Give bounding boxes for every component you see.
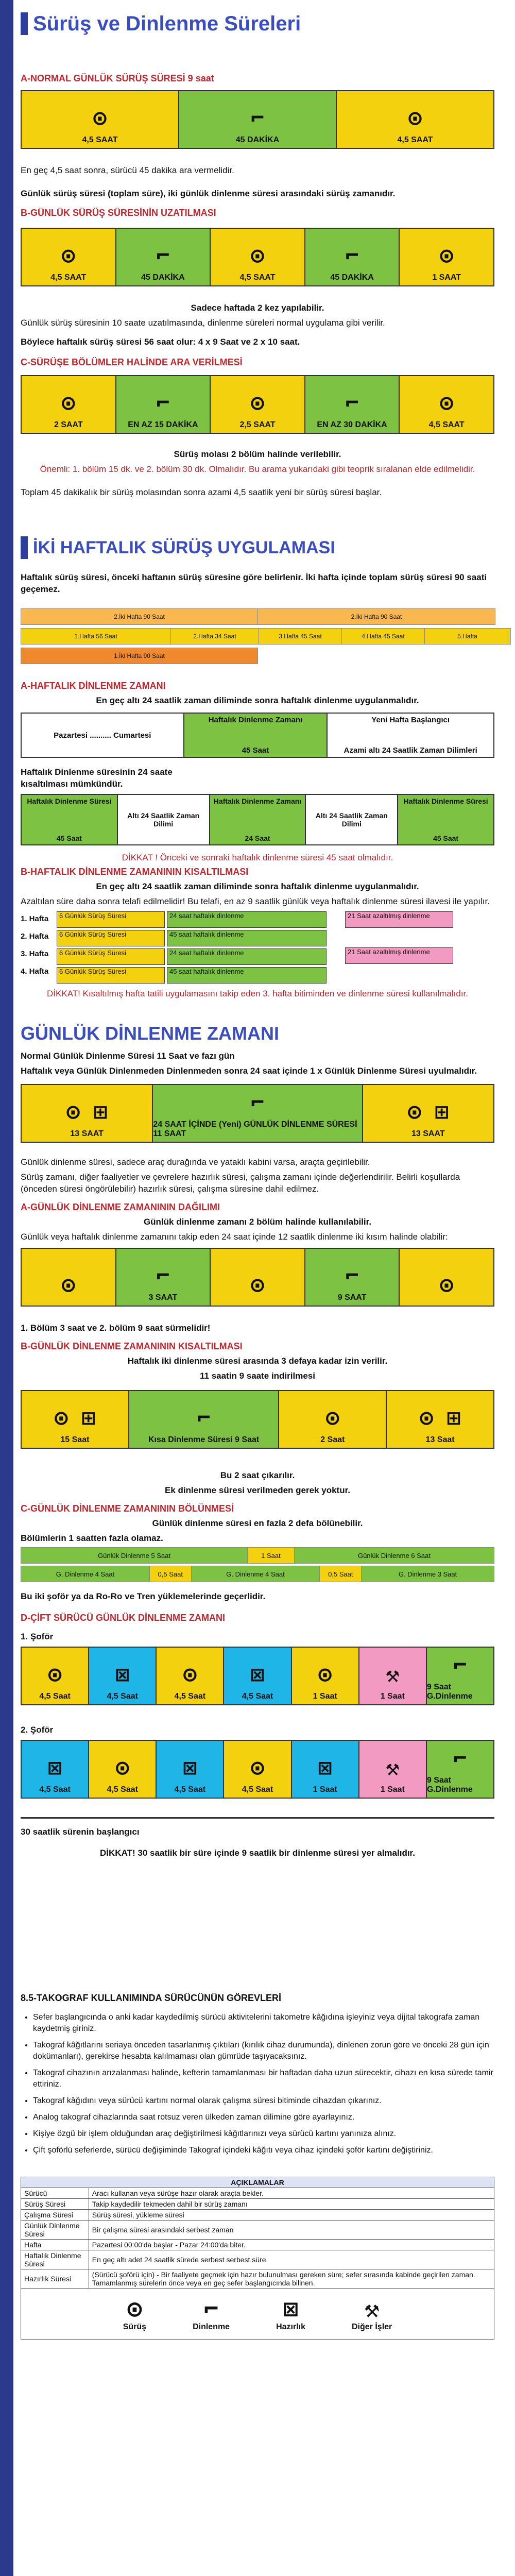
driver-1-cards bbox=[21, 1647, 494, 1705]
section-header-1 bbox=[21, 10, 494, 37]
paragraph: Ek dinlenme süresi verilmeden gerek yoktur. bbox=[165, 1485, 350, 1495]
drive-card: ⊙ 1 SAAT bbox=[400, 229, 493, 285]
paragraph: En geç altı 24 saatlik zaman diliminde sonra haftalık dinlenme uygulanmalıdır. bbox=[96, 882, 419, 891]
subheading-rest-division: C-GÜNLÜK DİNLENME ZAMANININ BÖLÜNMESİ bbox=[21, 1503, 234, 1514]
drive-card: ⊙ 4,5 SAAT bbox=[22, 91, 179, 148]
warning-text: Önemli: 1. bölüm 15 dk. ve 2. bölüm 30 dk. Olmalıdır. Bu arama yukarıdaki gibi teoprik sıralanan elde edilmelidir. bbox=[40, 464, 475, 474]
paragraph: Haftalık veya Günlük Dinlenmeden Dinlenmeden sonra 24 saat içinde 1 x Günlük Dinlenme Süresi uyulmalıdır. bbox=[21, 1066, 477, 1076]
rest-card: ⌐ Kısa Dinlenme Süresi 9 Saat bbox=[129, 1391, 280, 1448]
hammer-icon: ⚒ bbox=[386, 1755, 400, 1781]
paragraph: DİKKAT! 30 saatlik bir süre içinde 9 saatlik bir dinlenme süresi yer almalıdır. bbox=[100, 1848, 415, 1858]
rest-card: ⌐ 9 Saat G.Dinlenme bbox=[427, 1648, 493, 1704]
table-row: Haftalık Dinlenme Süresi En geç altı adet 24 saatlik sürede serbest serbest süre bbox=[21, 2250, 494, 2269]
drive-card: ⊙ ⊞ 13 Saat bbox=[387, 1391, 493, 1448]
hammer-icon: ⚒ bbox=[386, 1662, 400, 1688]
hourglass-icon: ⊠ bbox=[250, 1662, 265, 1688]
drive-card: ⊙ 4,5 SAAT bbox=[337, 91, 493, 148]
break-card: ⌐ 45 DAKİKA bbox=[116, 229, 211, 285]
hourglass-icon: ⊠ bbox=[318, 1755, 332, 1781]
paragraph: Haftalık Dinlenme süresinin 24 saate kısaltılması mümkündür. bbox=[21, 767, 173, 789]
legend-table bbox=[21, 2177, 494, 2289]
steering-wheel-icon: ⊙ bbox=[250, 1272, 265, 1298]
two-week-timeline bbox=[21, 608, 494, 670]
section-header-2 bbox=[21, 534, 494, 561]
table-row: Çalışma Süresi Sürüş süresi, yükleme süresi bbox=[21, 2210, 494, 2221]
legend-other: ⚒ Diğer İşler bbox=[352, 2295, 392, 2331]
subheading-rest-split: A-GÜNLÜK DİNLENME ZAMANININ DAĞILIMI bbox=[21, 1202, 220, 1212]
other-work-card: ⚒ 1 Saat bbox=[359, 1741, 427, 1798]
steering-wheel-icon: ⊙ bbox=[439, 1272, 454, 1298]
list-item: • Sefer başlangıcında o anki kadar kaydedilmiş sürücü aktivitelerini takometre kâğıdına işleyiniz veya dijital takografa zaman kaydetmiş giriniz. bbox=[33, 2012, 494, 2035]
section-title: GÜNLÜK DİNLENME ZAMANI bbox=[21, 1023, 279, 1044]
paragraph: 11 saatin 9 saate indirilmesi bbox=[200, 1371, 315, 1381]
break-card: ⌐ EN AZ 30 DAKİKA bbox=[305, 376, 400, 433]
subheading-rest-reduction: B-GÜNLÜK DİNLENME ZAMANININ KISALTILMASI bbox=[21, 1341, 243, 1351]
weekly-rest-diagram: Pazartesi .......... Cumartesi Haftalık Dinlenme Zamanı 45 Saat Yeni Hafta Başlangıcı Azami altı 24 Saatlik Zaman Dilimleri bbox=[21, 713, 494, 758]
hourglass-icon: ⊠ bbox=[48, 1755, 62, 1781]
paragraph: 30 saatlik sürenin başlangıcı bbox=[21, 1827, 140, 1837]
steering-wheel-icon: ⊙ bbox=[408, 105, 422, 131]
division-row-1: Günlük Dinlenme 5 Saat 1 Saat Günlük Dinlenme 6 Saat bbox=[21, 1547, 494, 1564]
drive-card: ⊙ 4,5 SAAT bbox=[22, 229, 116, 285]
drive-card: ⊙ 4,5 SAAT bbox=[400, 376, 493, 433]
list-item: • Takograf cihazının arızalanması halinde, kefterin tamamlanması bir haftadan daha uzun sürecektir, cihazı en kısa sürede tamir ettiriniz. bbox=[33, 2067, 494, 2090]
normal-drive-cards bbox=[21, 90, 494, 149]
drive-card: ⊙ ⊞ 15 Saat bbox=[22, 1391, 129, 1448]
paragraph: Bu 2 saat çıkarılır. bbox=[220, 1470, 295, 1480]
driver-2-cards bbox=[21, 1740, 494, 1799]
paragraph: Günlük veya haftalık dinlenme zamanını takip eden 24 saat içinde 12 saatlik dinlenme iki kısım halinde olabilir: bbox=[21, 1232, 448, 1242]
table-row: Sürüş Süresi Takip kaydedilir tekmeden dahil bir sürüş zamanı bbox=[21, 2199, 494, 2210]
paragraph: Haftalık sürüş süresi, önceki haftanın sürüş süresine göre belirlenir. İki hafta içinde toplam sürüş süresi 90 saati geçemez. bbox=[21, 572, 487, 594]
drive-card: ⊙ 1 Saat bbox=[292, 1648, 359, 1704]
drive-card: ⊙ 4,5 Saat bbox=[22, 1648, 89, 1704]
break-card: ⌐ 45 DAKİKA bbox=[305, 229, 400, 285]
warning-text: DİKKAT ! Önceki ve sonraki haftalık dinlenme süresi 45 saat olmalıdır. bbox=[122, 853, 393, 862]
table-row: Sürücü Aracı kullanan veya sürüşe hazır olarak araçta bekler. bbox=[21, 2188, 494, 2199]
paragraph: Sadece haftada 2 kez yapılabilir. bbox=[191, 303, 324, 313]
reduced-weekly-rest-diagram: Haftalık Dinlenme Süresi 45 Saat Altı 24 Saatlik Zaman Dilimi Haftalık Dinlenme Zamanı 24 Saat Altı 24 Saatlik Zaman Dilimi Haftalık Dinlenme Süresi 45 Saat bbox=[21, 794, 494, 845]
thirty-hour-arrow bbox=[21, 1817, 494, 1819]
list-item: • Takograf kâğıdını veya sürücü kartını normal olarak çalışma süresi bitiminde cihazdan çıkarınız. bbox=[33, 2095, 494, 2107]
legend-title: AÇIKLAMALAR bbox=[21, 2177, 494, 2188]
steering-wheel-icon: ⊙ bbox=[439, 243, 454, 269]
paragraph: Sürüş molası 2 bölüm halinde verilebilir. bbox=[174, 449, 341, 459]
steering-wheel-icon: ⊙ bbox=[250, 243, 265, 269]
steering-wheel-icon: ⊙ bbox=[127, 2295, 142, 2324]
rest-card: ⌐ 24 SAAT İÇİNDE (Yeni) GÜNLÜK DİNLENME SÜRESİ 11 SAAT bbox=[153, 1085, 363, 1142]
drive-card: ⊙ 4,5 SAAT bbox=[211, 229, 305, 285]
section-title: İKİ HAFTALIK SÜRÜŞ UYGULAMASI bbox=[33, 537, 335, 557]
extended-drive-cards bbox=[21, 228, 494, 286]
steering-wheel-icon: ⊙ bbox=[318, 1662, 332, 1688]
steering-wheel-icon: ⊙ bbox=[250, 1755, 265, 1781]
available-card: ⊠ 4,5 Saat bbox=[22, 1741, 89, 1798]
reduced-rest-cards bbox=[21, 1390, 494, 1449]
subheading-normal: A-NORMAL GÜNLÜK SÜRÜŞ SÜRESİ 9 saat bbox=[21, 73, 214, 83]
table-row: Günlük Dinlenme Süresi Bir çalışma süresi arasındaki serbest zaman bbox=[21, 2221, 494, 2240]
drive-card: ⊙ 4,5 Saat bbox=[157, 1648, 224, 1704]
hourglass-icon: ⊠ bbox=[183, 1755, 197, 1781]
legend-drive: ⊙ Sürüş bbox=[123, 2295, 147, 2331]
subheading-tachograph: 8.5-TAKOGRAF KULLANIMINDA SÜRÜCÜNÜN GÖREVLERİ bbox=[21, 1993, 281, 2003]
drive-card bbox=[211, 1249, 305, 1306]
daily-rest-cards bbox=[21, 1084, 494, 1143]
duties-list bbox=[21, 2012, 494, 2156]
steering-wheel-icon: ⊙ ⊞ bbox=[66, 1099, 108, 1125]
timeline-row-mid: 1.Hafta 56 Saat 2.Hafta 34 Saat 3.Hafta 45 Saat 4.Hafta 45 Saat 5.Hafta bbox=[21, 628, 511, 645]
subheading-weekly-rest: A-HAFTALIK DİNLENME ZAMANI bbox=[21, 681, 166, 691]
list-item: • Kişiye özgü bir işlem olduğundan araç değiştirilmesi kâğıtlarınızı veya sürücü kartını yanınıza alınız. bbox=[33, 2128, 494, 2140]
paragraph: Günlük dinlenme zamanı 2 bölüm halinde kullanılabilir. bbox=[143, 1217, 372, 1227]
section-bar bbox=[21, 12, 28, 35]
available-card: ⊠ 4,5 Saat bbox=[89, 1648, 157, 1704]
steering-wheel-icon: ⊙ ⊞ bbox=[419, 1405, 461, 1431]
paragraph: En geç altı 24 saatlik zaman diliminde sonra haftalık dinlenme uygulanmalıdır. bbox=[96, 696, 419, 705]
steering-wheel-icon: ⊙ bbox=[439, 390, 454, 416]
legend-available: ⊠ Hazırlık bbox=[276, 2295, 305, 2331]
section-bar bbox=[21, 536, 28, 559]
paragraph: Normal Günlük Dinlenme Süresi 11 Saat ve fazı gün bbox=[21, 1051, 235, 1061]
subheading-extension: B-GÜNLÜK SÜRÜŞ SÜRESİNİN UZATILMASI bbox=[21, 208, 216, 218]
paragraph: Azaltılan süre daha sonra telafi edilmelidir! Bu telafi, en az 9 saatlik günlük veya haftalık dinlenme süresi ilavesi ile yapılır. bbox=[21, 896, 490, 906]
available-card: ⊠ 1 Saat bbox=[292, 1741, 359, 1798]
driver-2-label: 2. Şoför bbox=[21, 1725, 54, 1735]
steering-wheel-icon: ⊙ ⊞ bbox=[54, 1405, 96, 1431]
hammer-icon: ⚒ bbox=[364, 2295, 380, 2324]
subheading-split-break: C-SÜRÜŞE BÖLÜMLER HALİNDE ARA VERİLMESİ bbox=[21, 357, 243, 367]
table-row: Hazırlık Süresi (Sürücü şoförü için) - Bir faaliyete geçmek için hazır bulunulması gereken süre; sefer sırasında kabinde geçirilen zaman. Tamamlanmış sürelerin önce veya en geç sefer başlangıcında bilinen. bbox=[21, 2269, 494, 2289]
bed-icon: ⌐ bbox=[250, 105, 265, 131]
paragraph: En geç 4,5 saat sonra, sürücü 45 dakika ara vermelidir. bbox=[21, 165, 234, 175]
bed-icon: ⌐ bbox=[197, 1405, 211, 1431]
drive-card: ⊙ 4,5 Saat bbox=[89, 1741, 157, 1798]
division-row-2: G. Dinlenme 4 Saat 0,5 Saat G. Dinlenme 4 Saat 0,5 Saat G. Dinlenme 3 Saat bbox=[21, 1566, 494, 1582]
bed-icon: ⌐ bbox=[156, 243, 170, 269]
list-item: • Analog takograf cihazlarında saat rotsuz veren ülkeden zaman dilimine göre ayarlayınız. bbox=[33, 2112, 494, 2123]
steering-wheel-icon: ⊙ bbox=[183, 1662, 197, 1688]
bed-icon: ⌐ bbox=[156, 1263, 170, 1289]
warning-text: DİKKAT! Kısaltılmış hafta tatili uygulamasını takip eden 3. hafta bitiminden ve dinlenme süresi kullanılmalıdır. bbox=[47, 989, 468, 998]
drive-card bbox=[400, 1249, 493, 1306]
paragraph: Toplam 45 dakikalık bir sürüş molasından sonra azami 4,5 saatlik yeni bir sürüş süresi başlar. bbox=[21, 487, 382, 497]
timeline-row-bottom: 1.İki Hafta 90 Saat bbox=[21, 648, 258, 664]
steering-wheel-icon: ⊙ ⊞ bbox=[407, 1099, 449, 1125]
left-sidebar-bar bbox=[0, 0, 13, 2576]
paragraph: Günlük sürüş süresi (toplam süre), iki günlük dinlenme süresi arasındaki sürüş zamanıdır. bbox=[21, 189, 396, 198]
bed-icon: ⌐ bbox=[345, 390, 359, 416]
paragraph: Bölümlerin 1 saatten fazla olamaz. bbox=[21, 1533, 163, 1543]
rest-card: ⌐ 3 SAAT bbox=[116, 1249, 211, 1306]
driver-1-label: 1. Şoför bbox=[21, 1632, 54, 1641]
table-row: Hafta Pazartesi 00:00'da başlar - Pazar 24:00'da biter. bbox=[21, 2240, 494, 2250]
bed-icon: ⌐ bbox=[156, 390, 170, 416]
steering-wheel-icon: ⊙ bbox=[61, 1272, 76, 1298]
section-header-3 bbox=[21, 1020, 494, 1047]
reduction-weeks-diagram: 1. Hafta 2. Hafta 3. Hafta 4. Hafta 6 Günlük Sürüş Süresi 6 Günlük Sürüş Süresi 6 Günlük Sürüş Süresi 6 Günlük Sürüş Süresi 24 saat haftalık dinlenme 45 saat haftalık dinlenme 24 saat haftalık dinlenme 45 saat haftalık dinlenme 21 Saat azaltılmış dinlenme 21 Saat azaltılmış dinlenme bbox=[21, 910, 494, 988]
legend-rest: ⌐ Dinlenme bbox=[193, 2295, 230, 2331]
list-item: • Çift şoförlü seferlerde, sürücü değişiminde Takograf içindeki kâğıtı veya cihaz içindeki şoför kartını değiştiriniz. bbox=[33, 2145, 494, 2156]
bed-icon: ⌐ bbox=[453, 1745, 467, 1772]
drive-card: ⊙ ⊞ 13 SAAT bbox=[363, 1085, 493, 1142]
steering-wheel-icon: ⊙ bbox=[325, 1405, 340, 1431]
paragraph: 1. Bölüm 3 saat ve 2. bölüm 9 saat sürmelidir! bbox=[21, 1323, 211, 1333]
subheading-weekly-reduction: B-HAFTALIK DİNLENME ZAMANININ KISALTILMASI bbox=[21, 867, 249, 877]
break-card: ⌐ EN AZ 15 DAKİKA bbox=[116, 376, 211, 433]
bed-icon: ⌐ bbox=[250, 1090, 265, 1116]
hourglass-icon: ⊠ bbox=[283, 2295, 298, 2324]
hourglass-icon: ⊠ bbox=[115, 1662, 129, 1688]
bed-icon: ⌐ bbox=[345, 243, 359, 269]
paragraph: Böylece haftalık sürüş süresi 56 saat olur: 4 x 9 Saat ve 2 x 10 saat. bbox=[21, 337, 300, 347]
legend-icons bbox=[21, 2289, 494, 2340]
page-title: Sürüş ve Dinlenme Süreleri bbox=[33, 12, 301, 35]
timeline-row-top: 2.İki Hafta 90 Saat 2.İki Hafta 90 Saat bbox=[21, 608, 495, 625]
content bbox=[21, 0, 494, 2340]
paragraph: Günlük dinlenme süresi en fazla 2 defa bölünebilir. bbox=[152, 1518, 363, 1528]
drive-card bbox=[22, 1249, 116, 1306]
steering-wheel-icon: ⊙ bbox=[61, 390, 76, 416]
bed-icon: ⌐ bbox=[203, 2295, 219, 2324]
rest-split-cards bbox=[21, 1248, 494, 1307]
bed-icon: ⌐ bbox=[453, 1652, 467, 1679]
bed-icon: ⌐ bbox=[345, 1263, 359, 1289]
drive-card: ⊙ 2,5 SAAT bbox=[211, 376, 305, 433]
paragraph: Günlük dinlenme süresi, sadece araç durağında ve yataklı kabini varsa, araçta geçirilebilir. bbox=[21, 1157, 370, 1167]
drive-card: ⊙ ⊞ 13 SAAT bbox=[22, 1085, 153, 1142]
steering-wheel-icon: ⊙ bbox=[115, 1755, 129, 1781]
steering-wheel-icon: ⊙ bbox=[250, 390, 265, 416]
rest-card: ⌐ 9 Saat G.Dinlenme bbox=[427, 1741, 493, 1798]
paragraph: Sürüş zamanı, diğer faaliyetler ve çevrelere hazırlık süresi, çalışma zamanı içinde değerlendirilir. Belirli koşullarda (önceden süresi öngörülebilir) hazırlık süresi, çalışma süresine dahil edilmez. bbox=[21, 1172, 460, 1194]
paragraph: Günlük sürüş süresinin 10 saate uzatılmasında, dinlenme süreleri normal uygulama gibi verilir. bbox=[21, 318, 385, 328]
list-item: • Takograf kâğıtlarını seriaya önceden tasarlanmış çıktıları (kırılık cihaz durumunda), dinlenen zorun göre ve önceki 28 gün için dokümanları), gerekirse hesabta kalılmaması olan gümrüde taşıyacaksınız. bbox=[33, 2040, 494, 2062]
steering-wheel-icon: ⊙ bbox=[93, 105, 107, 131]
available-card: ⊠ 4,5 Saat bbox=[157, 1741, 224, 1798]
other-work-card: ⚒ 1 Saat bbox=[359, 1648, 427, 1704]
drive-card: ⊙ 2 SAAT bbox=[22, 376, 116, 433]
split-break-cards bbox=[21, 375, 494, 434]
available-card: ⊠ 4,5 Saat bbox=[224, 1648, 291, 1704]
paragraph: Haftalık iki dinlenme süresi arasında 3 defaya kadar izin verilir. bbox=[127, 1356, 388, 1366]
steering-wheel-icon: ⊙ bbox=[61, 243, 76, 269]
break-card: ⌐ 45 DAKİKA bbox=[179, 91, 337, 148]
steering-wheel-icon: ⊙ bbox=[48, 1662, 62, 1688]
paragraph: Bu iki şoför ya da Ro-Ro ve Tren yüklemelerinde geçerlidir. bbox=[21, 1591, 266, 1601]
drive-card: ⊙ 2 Saat bbox=[279, 1391, 387, 1448]
rest-card: ⌐ 9 SAAT bbox=[305, 1249, 400, 1306]
subheading-double-crew: D-ÇİFT SÜRÜCÜ GÜNLÜK DİNLENME ZAMANI bbox=[21, 1613, 225, 1623]
drive-card: ⊙ 4,5 Saat bbox=[224, 1741, 291, 1798]
